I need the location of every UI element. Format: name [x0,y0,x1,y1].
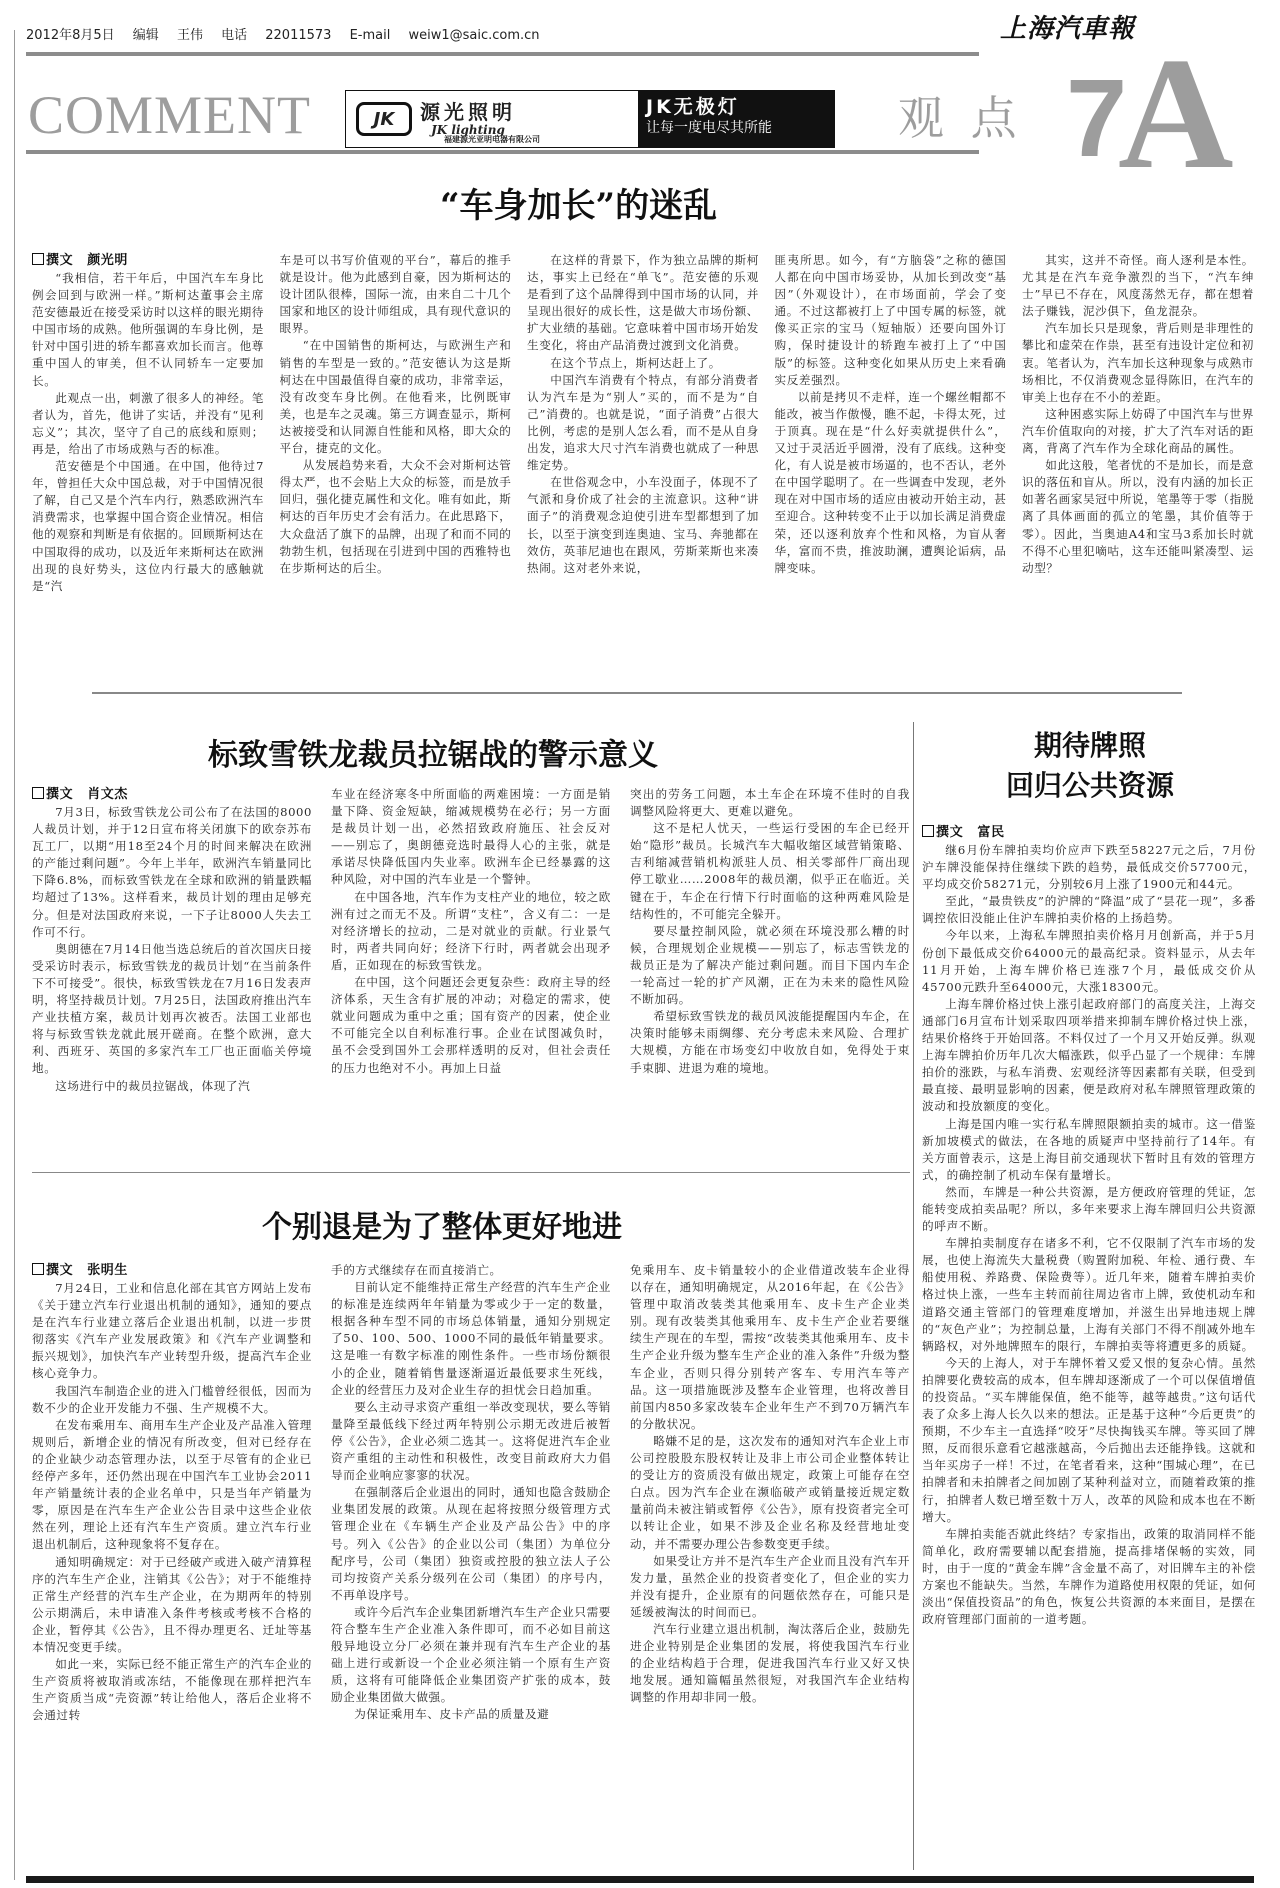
paragraph: 在这个节点上，斯柯达赶上了。 [550,355,721,370]
paragraph: 中国汽车消费有个特点，有部分消费者认为汽车是为“别人”买的，而不是为“自己”消费的。也就是说，“面子消费”占很大比例，考虑的是别人怎么看，而不是从自身出发，追求大尺寸汽车消费也就成了一种思维定势。 [527,372,759,473]
paragraph: 7月3日，标致雪铁龙公司公布了在法国的8000人裁员计划，并于12日宣布将关闭旗下的欧奈苏布瓦工厂，以期“用18至24个月的时间来解决在欧洲的产能过剩问题”。今年上半年，欧洲汽车销量同比下降6.8%，而标致雪铁龙在全球和欧洲的销量跌幅均超过了13%。这样看来，裁员计划的理由足够充分。但是对法国政府来说，一下子让8000人失去工作可不行。 [32,805,312,939]
editor-label: 编辑 [132,28,159,43]
byline-label: 撰文 [46,1263,74,1278]
footer-rule [26,1876,1254,1883]
article-3-column [331,1262,611,1870]
article-1-column [32,252,264,692]
byline-label: 撰文 [936,825,964,840]
paragraph: “在中国销售的斯柯达，与欧洲生产和销售的车型是一致的。”范安德认为这是斯柯达在中国最值得自豪的成功，非常幸运，没有改变车身比例。在他看来，比例既审美，也是车之灵魂。第三方调查显示，斯柯达被接受和认同源自性能和风格，即大众的平台，捷克的文化。 [279,338,512,456]
paragraph: 在强制落后企业退出的同时，通知也隐含鼓励企业集团发展的政策。从现在起将按照分级管理方式管理企业在《车辆生产企业及产品公告》中的序号。列入《公告》的企业以公司（集团）为单位分配序号，公司（集团）独资或控股的独立法人子公司均按资产关系分级列在公司（集团）的序号内，不再单设序号。 [331,1485,611,1602]
article-3-headline: 个别退是为了整体更好地进 [262,1210,622,1245]
article-1-column [1022,252,1254,692]
paragraph: 在这样的背景下，作为独立品牌的斯柯达，事实上已经在“单飞”。范安德的乐观是看到了这个品牌得到中国市场的认同，并呈现出很好的成长性，这是做大市场份额、扩大业绩的基础。它意味着中国市场开始发生变化，将由产品消费过渡到文化消费。 [527,253,759,353]
ad-brand-en: JK lighting [431,123,505,137]
paragraph: 从发展趋势来看，大众不会对斯柯达管得太严，也不会贴上大众的标签，而是放手回归，强化捷克属性和文化。唯有如此，斯柯达的百年历史才会有活力。在此思路下，大众盘活了旗下的品牌，出现了和而不同的勃勃生机，包括现在引进到中国的西雅特也在步斯柯达的后尘。 [279,458,512,575]
paragraph: 至此，“最贵铁皮”的沪牌的“降温”成了“昙花一现”，多番调控依旧没能止住沪车牌拍卖价格的上扬趋势。 [922,894,1256,926]
ad-slogan-panel [638,91,834,147]
article-3-column [32,1262,312,1870]
byline-box-icon [922,825,934,837]
article-4-body [922,824,1256,1870]
paragraph: 今天的上海人，对于车牌怀着又爱又恨的复杂心情。虽然拍牌要化费较高的成本，但车牌却逐渐成了一个可以保值增值的投资品。“买车牌能保值，绝不能等，越等越贵。”这句话代表了众多上海人长久以来的想法。正是基于这种“今后更贵”的预期，不少车主一直选择“咬牙”尽快掏钱买车牌。等买回了牌照，反而很乐意看它越涨越高，今后抛出去还能挣钱。这就和当年买房子一样！不过，在笔者看来，这种“围城心理”，在已拍牌者和未拍牌者之间加剧了某种利益对立，而随着政策的推行，拍牌者人数已增至数十万人，改革的风险和成本也在不断增大。 [922,1355,1256,1524]
paragraph: 如此一来，实际已经不能正常生产的汽车企业的生产资质将被取消或冻结，不能像现在那样把汽车生产资质当成“壳资源”转让给他人，落后企业将不会通过转 [32,1657,312,1723]
paragraph: 今年以来，上海私车牌照拍卖价格月月创新高，并于5月份创下最低成交价64000元的最高纪录。资料显示，从去年11月开始，上海车牌价格已连涨7个月，最低成交价从45700元跌升至64000元，大涨18300元。 [922,928,1256,994]
article-4-column [922,824,1256,1870]
ad-brand-panel [346,91,638,147]
byline-label: 撰文 [46,787,74,802]
phone-label: 电话 [221,28,248,43]
article-divider [92,692,1182,694]
article-4-headline [920,726,1260,806]
email-label: E-mail [349,28,391,43]
ad-brand-cn: 源光照明 [420,100,516,124]
paragraph: 或许今后汽车企业集团新增汽车生产企业只需要符合整车生产企业准入条件即可，而不必如目前这般异地设立分厂必须在兼并现有汽车生产企业的基础上进行或新设一个企业必须注销一个原有生产资质，这将有可能降低企业集团资产扩张的成本，鼓励企业集团做大做强。 [331,1604,611,1705]
paragraph: 要尽量控制风险，就必须在环境没那么糟的时候，合理规划企业规模——别忘了，标志雪铁龙的裁员正是为了解决产能过剩问题。而目下国内车企一轮高过一轮的扩产风潮，正在为未来的隐性风险不断加码。 [630,923,910,1007]
header-rule-top [26,52,979,56]
paragraph: 通知明确规定：对于已经破产或进入破产清算程序的汽车生产企业，注销其《公告》；对于不能维持正常生产经营的汽车生产企业，在为期两年的特别公示期满后，未申请准入条件考核或考核不合格的企业，暂停其《公告》，且不得办理更名、迁址等基本情况变更手续。 [32,1554,312,1654]
paragraph: 车牌拍卖制度存在诸多不利，它不仅限制了汽车市场的发展，也使上海流失大量税费（购置附加税、年检、通行费、车船使用税、养路费、保险费等）。近几年来，随着车牌拍卖价格过快上涨，一些车主转而前往周边省市上牌，致使机动车和道路交通主管部门的管理难度增加，并滋生出异地违规上牌的“灰色产业”；为控制总量，上海有关部门不得不削减外地车辆路权，对外地牌照车的限行，车牌拍卖等将遭更多的质疑。 [922,1236,1256,1353]
byline-author: 颜光明 [87,253,129,268]
paragraph: 这场进行中的裁员拉锯战，体现了汽 [55,1078,251,1093]
paragraph: 希望标致雪铁龙的裁员风波能提醒国内车企，在决策时能够未雨绸缪、充分考虑未来风险、合理扩大规模，方能在市场变幻中收放自如，免得处于束手束脚、进退为难的境地。 [630,1009,910,1075]
byline-box-icon [32,1263,44,1275]
paragraph: 车业在经济寒冬中所面临的两难困境：一方面是销量下降、资金短缺，缩减规模势在必行；另一方面是裁员计划一出，必然招致政府施压、社会反对——别忘了，奥朗德竞选时最得人心的主张，就是承诺尽快降低国内失业率。欧洲车企已经暴露的这种风险，对中国的汽车业是一个警钟。 [331,787,611,887]
byline-author: 肖文杰 [87,787,129,802]
article-4-headline-line2: 回归公共资源 [1005,769,1174,802]
section-title-en: COMMENT [28,85,312,145]
paragraph: 汽车行业建立退出机制，淘汰落后企业，鼓励先进企业特别是企业集团的发展，将使我国汽车行业的企业结构趋于合理，促进我国汽车行业又好又快地发展。通知篇幅虽然很短，对我国汽车企业结构调整的作用却非同一般。 [630,1621,910,1705]
article-1-column [775,252,1007,692]
article-2-body [32,786,910,1166]
paragraph: 突出的劳务工问题，本土车企在环境不佳时的自我调整风险将更大、更难以避免。 [630,787,910,819]
paragraph: 目前认定不能维持正常生产经营的汽车生产企业的标准是连续两年年销量为零或少于一定的数量，根据各种车型不同的市场总体销量，通知分别规定了50、100、500、1000不同的最低年销量要求。这是唯一有数字标准的刚性条件。一些市场份额很小的企业，随着销售量逐渐逼近最低要求生死线，企业的经营压力及对企业生存的担忧会日趋加重。 [331,1280,611,1397]
paragraph: 在发布乘用车、商用车生产企业及产品准入管理规则后，新增企业的情况有所改变，但对已经存在的企业缺少动态管理办法，以至于尽管有的企业已经停产多年，还仍然出现在中国汽车工业协会2011年产销量统计表的企业名单中，只是当年产销量为零，原因是在汽车生产企业公告目录中这些企业依然在列，理论上还有汽车生产资质。建立汽车行业退出机制后，这种现象将不复存在。 [32,1417,312,1552]
article-1-headline: “车身加长”的迷乱 [440,186,718,226]
paragraph: 范安德是个中国通。在中国，他待过7年，曾担任大众中国总裁，对于中国情况很了解，自己又是个汽车内行，熟悉欧洲汽车消费需求，也掌握中国合资企业情况。相信他的观察和判断是有依据的。回顾斯柯达在中国取得的成功，以及近年来斯柯达在欧洲出现的良好势头，这位内行最大的感触就是“汽 [32,459,264,593]
paragraph: 继6月份车牌拍卖均价应声下跌至58227元之后，7月份沪车牌没能保持住继续下跌的趋势，最低成交价57700元，平均成交价58271元，分别较6月上涨了1900元和44元。 [922,843,1256,892]
paragraph: 这不是杞人忧天，一些运行受困的车企已经开始“隐形”裁员。长城汽车大幅收缩区域营销策略、吉利缩减营销机构派驻人员、相关零部件厂商出现停工歇业……2008年的裁员潮，似乎正在临近。关键在于，车企在行情下行时面临的这种两难风险是结构性的，不可能完全躲开。 [630,821,910,921]
article-2-column [32,786,312,1166]
article-divider [32,1172,910,1173]
article-3-body [32,1262,910,1870]
page-letter: A [1118,24,1234,202]
article-2-column [331,786,611,1166]
paragraph: 匪夷所思。如今，有“方脑袋”之称的德国人都在向中国市场妥协，从加长到改变“基因”（外观设计），在市场面前，学会了变通。不过这都被打上了中国专属的标签，就像买正宗的宝马（短轴版）还要向国外订购，保时捷设计的轿跑车被打上了“中国版”的标签。这种变化如果从历史上来看确实反差强烈。 [774,253,1007,387]
paragraph: 为保证乘用车、皮卡产品的质量及避 [354,1707,550,1722]
article-1-body [32,252,1254,692]
paragraph: 上海是国内唯一实行私车牌照限额拍卖的城市。这一借鉴新加坡模式的做法，在各地的质疑声中坚持前行了14年。有关方面曾表示，这是上海目前交通现状下暂时且有效的管理方式，的确控制了机动车保有量增长。 [922,1116,1256,1182]
byline-author: 富民 [977,825,1005,840]
ad-product: JK无极灯 [646,96,740,118]
paragraph: “我相信，若干年后，中国汽车车身比例会回到与欧洲一样。”斯柯达董事会主席范安德最近在接受采访时以这样的眼光期待中国市场的成熟。他所强调的车身比例，是针对中国引进的轿车都喜欢加长而言。他尊重中国人的审美，但不认同轿车一定要加长。 [32,271,264,388]
paragraph: 车牌拍卖能否就此终结？专家指出，政策的取消同样不能简单化，政府需要辅以配套措施，提高排堵保畅的实效，同时，由于一度的“黄金车牌”含金量不高了，对旧牌车主的补偿方案也不能缺失。当然，车牌作为道路使用权限的凭证，如何淡出“保值投资品”的角色，恢复公共资源的本来面目，是摆在政府管理部门面前的一道考题。 [922,1526,1256,1627]
column-divider [913,722,914,1870]
paragraph: 要么主动寻求资产重组一举改变现状，要么等销量降至最低线下经过两年特别公示期无改进后被暂停《公告》，企业必须二选其一。这将促进汽车企业资产重组的主动性和积极性，改变目前政府大力倡导而企业响应寥寥的状况。 [331,1399,611,1483]
byline-author: 张明生 [87,1263,129,1278]
header-rule-bottom [26,150,979,154]
paragraph: 上海车牌价格过快上涨引起政府部门的高度关注，上海交通部门6月宣布计划采取四项举措来抑制车牌价格过快上涨，结果价格终于开始回落。不料仅过了一个月又开始反弹。纵观上海车牌拍价历年几次大幅涨跌，似乎凸显了一个规律：车牌拍价的涨跌，与私车消费、宏观经济等因素都有关联，但受到最直接、最明显影响的因素，便是政府对私车牌照管理政策的波动和投放额度的变化。 [922,996,1256,1114]
paragraph: 然而，车牌是一种公共资源，是方便政府管理的凭证，怎能转变成拍卖品呢？所以，多年来要求上海车牌回归公共资源的呼声不断。 [922,1184,1256,1234]
email-address[interactable]: weiw1@saic.com.cn [408,28,540,43]
article-1-byline [32,252,264,269]
paragraph: 如此这般，笔者忧的不是加长，而是意识的落伍和盲从。所以，没有内涵的加长正如著名画家吴冠中所说，笔墨等于零（指脱离了具体画面的孤立的笔墨，其价值等于零）。因此，当奥迪A4和宝马3系加长时就不得不心里犯嘀咕，这车还能叫紧凑型、运动型？ [1022,458,1254,575]
paragraph: 7月24日，工业和信息化部在其官方网站上发布《关于建立汽车行业退出机制的通知》，通知的要点是在汽车行业建立落后企业退出机制，以进一步贯彻落实《汽车产业发展政策》和《汽车产业调整和振兴规划》，加快汽车产业转型升级，提高汽车企业核心竞争力。 [32,1281,312,1381]
paragraph: 汽车加长只是现象，背后则是非理性的攀比和虚荣在作祟，甚至有违设计定位和初衷。笔者认为，汽车加长这种现象与成熟市场相比，不仅消费观念显得陈旧，在汽车的审美上也存在不小的差距。 [1022,321,1254,404]
advertisement[interactable] [345,90,835,148]
article-4-byline [922,824,1256,841]
paragraph: 车是可以书写价值观的平台”，幕后的推手就是设计。他为此感到自豪，因为斯柯达的设计团队很棒，国际一流，由来自二十几个国家和地区的设计师组成，具有现代意识的眼界。 [279,253,512,336]
paragraph: 免乘用车、皮卡销量较小的企业借道改装车企业得以存在，通知明确规定，从2016年起，在《公告》管理中取消改装类其他乘用车、皮卡生产企业类别。现有改装类其他乘用车、皮卡生产企业若要继续生产现在的车型，需按“改装类其他乘用车、皮卡生产企业升级为整车生产企业的准入条件”升级为整车企业，否则只得分别转产客车、专用汽车等产品。这一项措施既涉及整车企业管理，也将改善目前国内850多家改装车企业年生产不到70万辆汽车的分散状况。 [630,1263,910,1431]
article-3-column [630,1262,910,1870]
paragraph: 在中国，这个问题还会更复杂些：政府主导的经济体系，天生含有扩展的冲动；对稳定的需求，使就业问题成为重中之重；国有资产的因素，使企业不可能完全以自利标准行事。企业在试图减负时，虽不会受到国外工会那样透明的反对，但社会责任的压力也绝对不小。再加上日益 [331,975,611,1075]
issue-date: 2012年8月5日 [26,28,115,43]
article-1-column [527,252,759,692]
section-title-cn: 观 点 [898,91,1023,145]
masthead-info [26,24,554,43]
jk-logo-icon: JK [356,102,412,136]
paragraph: 以前是拷贝不走样，连一个螺丝帽都不能改，被当作傲慢，瞧不起，卡得太死，过于顶真。现在是“什么好卖就提供什么”，又过于灵活近乎圆滑，没有了底线。这种变化，有人说是被市场逼的，也不否认，老外在中国学聪明了。在一些调查中发现，老外现在对中国市场的适应由被动开始主动，甚至迎合。这种转变不止于以加长满足消费虚荣，还以逐利放弃个性和风格，为盲从奢华，富而不贵，推波助澜，遭舆论诟病，品牌变味。 [774,389,1007,575]
ad-slogan: 让每一度电尽其所能 [646,120,772,136]
article-2-headline: 标致雪铁龙裁员拉锯战的警示意义 [208,738,658,773]
byline-label: 撰文 [46,253,74,268]
article-1-column [280,252,512,692]
paragraph: 奥朗德在7月14日他当选总统后的首次国庆日接受采访时表示，标致雪铁龙的裁员计划“在当前条件下不可接受”。很快，标致雪铁龙在7月16日发表声明，将坚持裁员计划。7月25日，法国政府推出汽车产业扶植方案，裁员计划再次被否。法国工业部也将与标致雪铁龙就此展开磋商。在整个欧洲，意大利、西班牙、英国的多家汽车工厂也正面临关停境地。 [32,941,312,1076]
phone-number: 22011573 [265,28,332,43]
byline-box-icon [32,253,44,265]
paragraph: 手的方式继续存在而直接消亡。 [331,1263,502,1277]
ad-company: 福建源光亚明电器有限公司 [444,135,540,144]
editor-name: 王伟 [176,28,203,43]
paragraph: 如果受让方并不是汽车生产企业而且没有汽车开发力量，虽然企业的投资者变化了，但企业的实力并没有提升，企业原有的问题依然存在，可能只是延缓被淘汰的时间而已。 [630,1553,910,1619]
paragraph: 在世俗观念中，小车没面子，体现不了气派和身价成了社会的主流意识。这种“讲面子”的消费观念迫使引进车型都想到了加长，以至于演变到连奥迪、宝马、奔驰都在效仿，英菲尼迪也在跟风，劳斯莱斯也来凑热闹。这对老外来说， [527,475,759,575]
article-4-headline-line1: 期待牌照 [1033,729,1146,762]
page-number: 7 [1066,57,1128,180]
paragraph: 在中国各地，汽车作为支柱产业的地位，较之欧洲有过之而无不及。所谓“支柱”，含义有二：一是对经济增长的拉动，二是对就业的贡献。行业景气时，两者共同向好；经济下行时，两者就会出现矛盾，正如现在的标致雪铁龙。 [331,889,611,972]
newspaper-logo: 上海汽車報 [1000,14,1136,44]
paragraph: 其实，这并不奇怪。商人逐利是本性。尤其是在汽车竞争激烈的当下，“汽车绅士”早已不存在，风度荡然无存，都在想着法子赚钱，泥沙俱下，鱼龙混杂。 [1022,253,1254,319]
article-2-byline [32,786,312,803]
article-3-byline [32,1262,312,1279]
paragraph: 这种困惑实际上妨碍了中国汽车与世界汽车价值取向的对接，扩大了汽车对话的距离，背离了汽车作为全球化商品的属性。 [1022,406,1254,456]
byline-box-icon [32,787,44,799]
paragraph: 略嫌不足的是，这次发布的通知对汽车企业上市公司控股股东股权转让及非上市公司企业整体转让的受让方的资质没有做出规定，政策上可能存在空白点。因为汽车企业在濒临破产或销量接近规定数量前尚未被注销或暂停《公告》，原有投资者完全可以转让企业，如果不涉及企业名称及经营地址变动，并不需要办理公告参数变更手续。 [630,1433,910,1551]
article-2-column [630,786,910,1166]
page-edge [0,30,15,1880]
paragraph: 此观点一出，刺激了很多人的神经。笔者认为，首先，他讲了实话，并没有“见利忘义”；其次，坚守了自己的底线和原则；再是，给出了市场成熟与否的标准。 [32,390,264,456]
paragraph: 我国汽车制造企业的进入门槛曾经很低，因而为数不少的企业开发能力不强、生产规模不大。 [32,1383,312,1415]
